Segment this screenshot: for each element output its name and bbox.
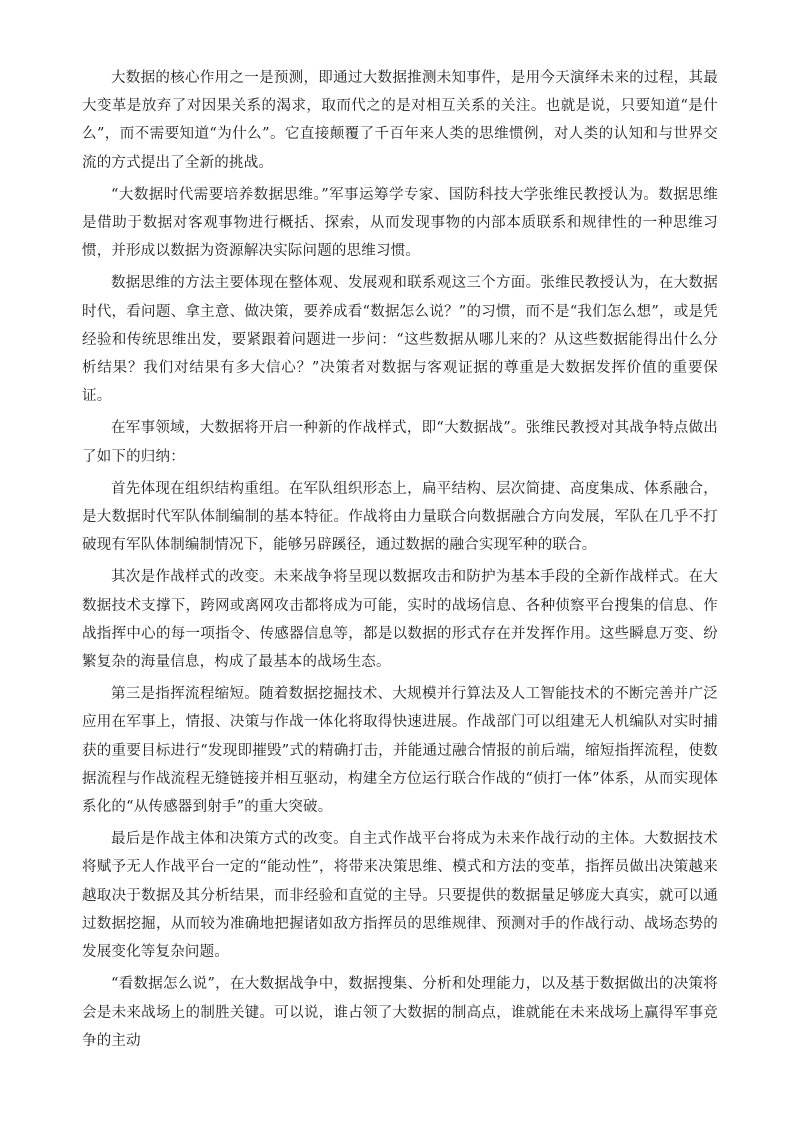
paragraph-4: 在军事领域，大数据将开启一种新的作战样式，即“大数据战”。张维民教授对其战争特点做出了如下的归纳： (82, 420, 718, 465)
paragraph-1: 大数据的核心作用之一是预测，即通过大数据推测未知事件，是用今天演绎未来的过程，其最大变革是放弃了对因果关系的渴求，取而代之的是对相互关系的关注。也就是说，只要知道“是什么”，而不需要知道“为什么”。它直接颠覆了千百年来人类的思维惯例，对人类的认知和与世界交流的方式提出了全新的挑战。 (82, 70, 718, 171)
paragraph-6: 其次是作战样式的改变。未来战争将呈现以数据攻击和防护为基本手段的全新作战样式。在大数据技术支撑下，跨网或离网攻击都将成为可能，实时的战场信息、各种侦察平台搜集的信息、作战指挥中心的每一项指令、传感器信息等，都是以数据的形式存在并发挥作用。这些瞬息万变、纷繁复杂的海量信息，构成了最基本的战场生态。 (82, 569, 718, 671)
paragraph-5: 首先体现在组织结构重组。在军队组织形态上，扁平结构、层次简捷、高度集成、体系融合，是大数据时代军队体制编制的基本特征。作战将由力量联合向数据融合方向发展，军队在几乎不打破现有军队体制编制情况下，能够另辟蹊径，通过数据的融合实现军种的联合。 (82, 480, 718, 554)
paragraph-2: “大数据时代需要培养数据思维。”军事运筹学专家、国防科技大学张维民教授认为。数据思维是借助于数据对客观事物进行概括、探索，从而发现事物的内部本质联系和规律性的一种思维习惯，并形成以数据为资源解决实际问题的思维习惯。 (82, 186, 718, 260)
paragraph-9: “看数据怎么说”，在大数据战争中，数据搜集、分析和处理能力，以及基于数据做出的决策将会是未来战场上的制胜关键。可以说，谁占领了大数据的制高点，谁就能在未来战场上赢得军事竞争的主动 (82, 976, 718, 1049)
paragraph-8: 最后是作战主体和决策方式的改变。自主式作战平台将成为未来作战行动的主体。大数据技术将赋予无人作战平台一定的“能动性”，将带来决策思维、模式和方法的变革，指挥员做出决策越来越取决于数据及其分析结果，而非经验和直觉的主导。只要提供的数据量足够庞大真实，就可以通过数据挖掘，从而较为准确地把握诸如敌方指挥员的思维规律、预测对手的作战行动、战场态势的发展变化等复杂问题。 (82, 831, 718, 961)
document-body (82, 64, 718, 1059)
paragraph-3: 数据思维的方法主要体现在整体观、发展观和联系观这三个方面。张维民教授认为，在大数据时代，看问题、拿主意、做决策，要养成看“数据怎么说？”的习惯，而不是“我们怎么想”，或是凭经验和传统思维出发，要紧跟着问题进一步问：“这些数据从哪儿来的？从这些数据能得出什么分析结果？我们对结果有多大信心？”决策者对数据与客观证据的尊重是大数据发挥价值的重要保证。 (82, 275, 718, 405)
paragraph-7: 第三是指挥流程缩短。随着数据挖掘技术、大规模并行算法及人工智能技术的不断完善并广泛应用在军事上，情报、决策与作战一体化将取得快速进展。作战部门可以组建无人机编队对实时捕获的重要目标进行“发现即摧毁”式的精确打击，并能通过融合情报的前后端，缩短指挥流程，使数据流程与作战流程无缝链接并相互驱动，构建全方位运行联合作战的“侦打一体”体系，从而实现体系化的“从传感器到射手”的重大突破。 (82, 686, 718, 816)
